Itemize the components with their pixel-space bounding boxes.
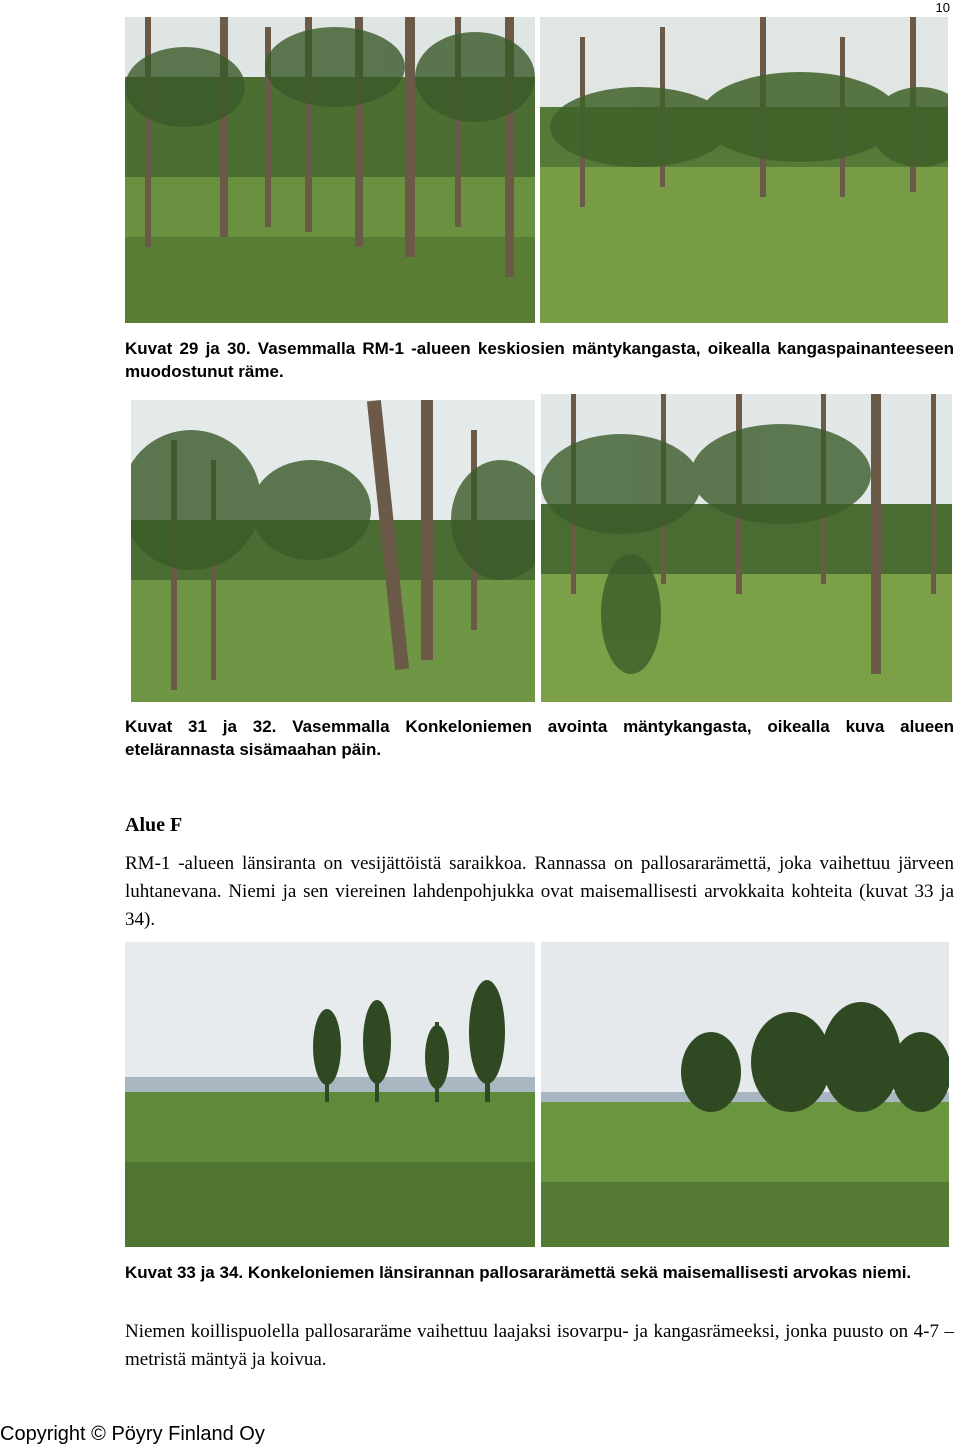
photo-34-headland — [541, 942, 949, 1247]
caption-photos-31-32: Kuvat 31 ja 32. Vasemmalla Konkeloniemen avointa mäntykangasta, oikealla kuva alueen etelärannasta sisämaahan päin. — [125, 717, 954, 759]
photo-32-south-shore-inland — [541, 394, 952, 702]
photo-33-shore-bog — [125, 942, 535, 1247]
section-paragraph-2: Niemen koillispuolella pallosararäme vaihettuu laajaksi isovarpu- ja kangasrämeeksi, jonka puusto on 4-7 –metristä mäntyä ja koivua. — [125, 1321, 954, 1370]
caption-photos-29-30: Kuvat 29 ja 30. Vasemmalla RM-1 -alueen keskiosien mäntykangasta, oikealla kangaspainanteeseen muodostunut räme. — [125, 339, 954, 381]
photo-31-open-pine-heath — [131, 400, 535, 702]
caption-photos-33-34: Kuvat 33 ja 34. Konkeloniemen länsirannan pallosararämettä sekä maisemallisesti arvokas niemi. — [125, 1263, 912, 1282]
photo-30-pine-bog — [540, 17, 948, 323]
section-paragraph-1: RM-1 -alueen länsiranta on vesijättöistä saraikkoa. Rannassa on pallosararämettä, joka vaihettuu järveen luhtanevana. Niemi ja sen viereinen lahdenpohjukka ovat maisemallisesti arvokkaita kohteita (kuvat 33 ja 34). — [125, 853, 954, 930]
photo-29-pine-heath — [125, 17, 535, 323]
section-heading: Alue F — [125, 814, 183, 836]
page-number: 10 — [935, 0, 950, 15]
footer-copyright: Copyright © Pöyry Finland Oy — [0, 1423, 265, 1445]
